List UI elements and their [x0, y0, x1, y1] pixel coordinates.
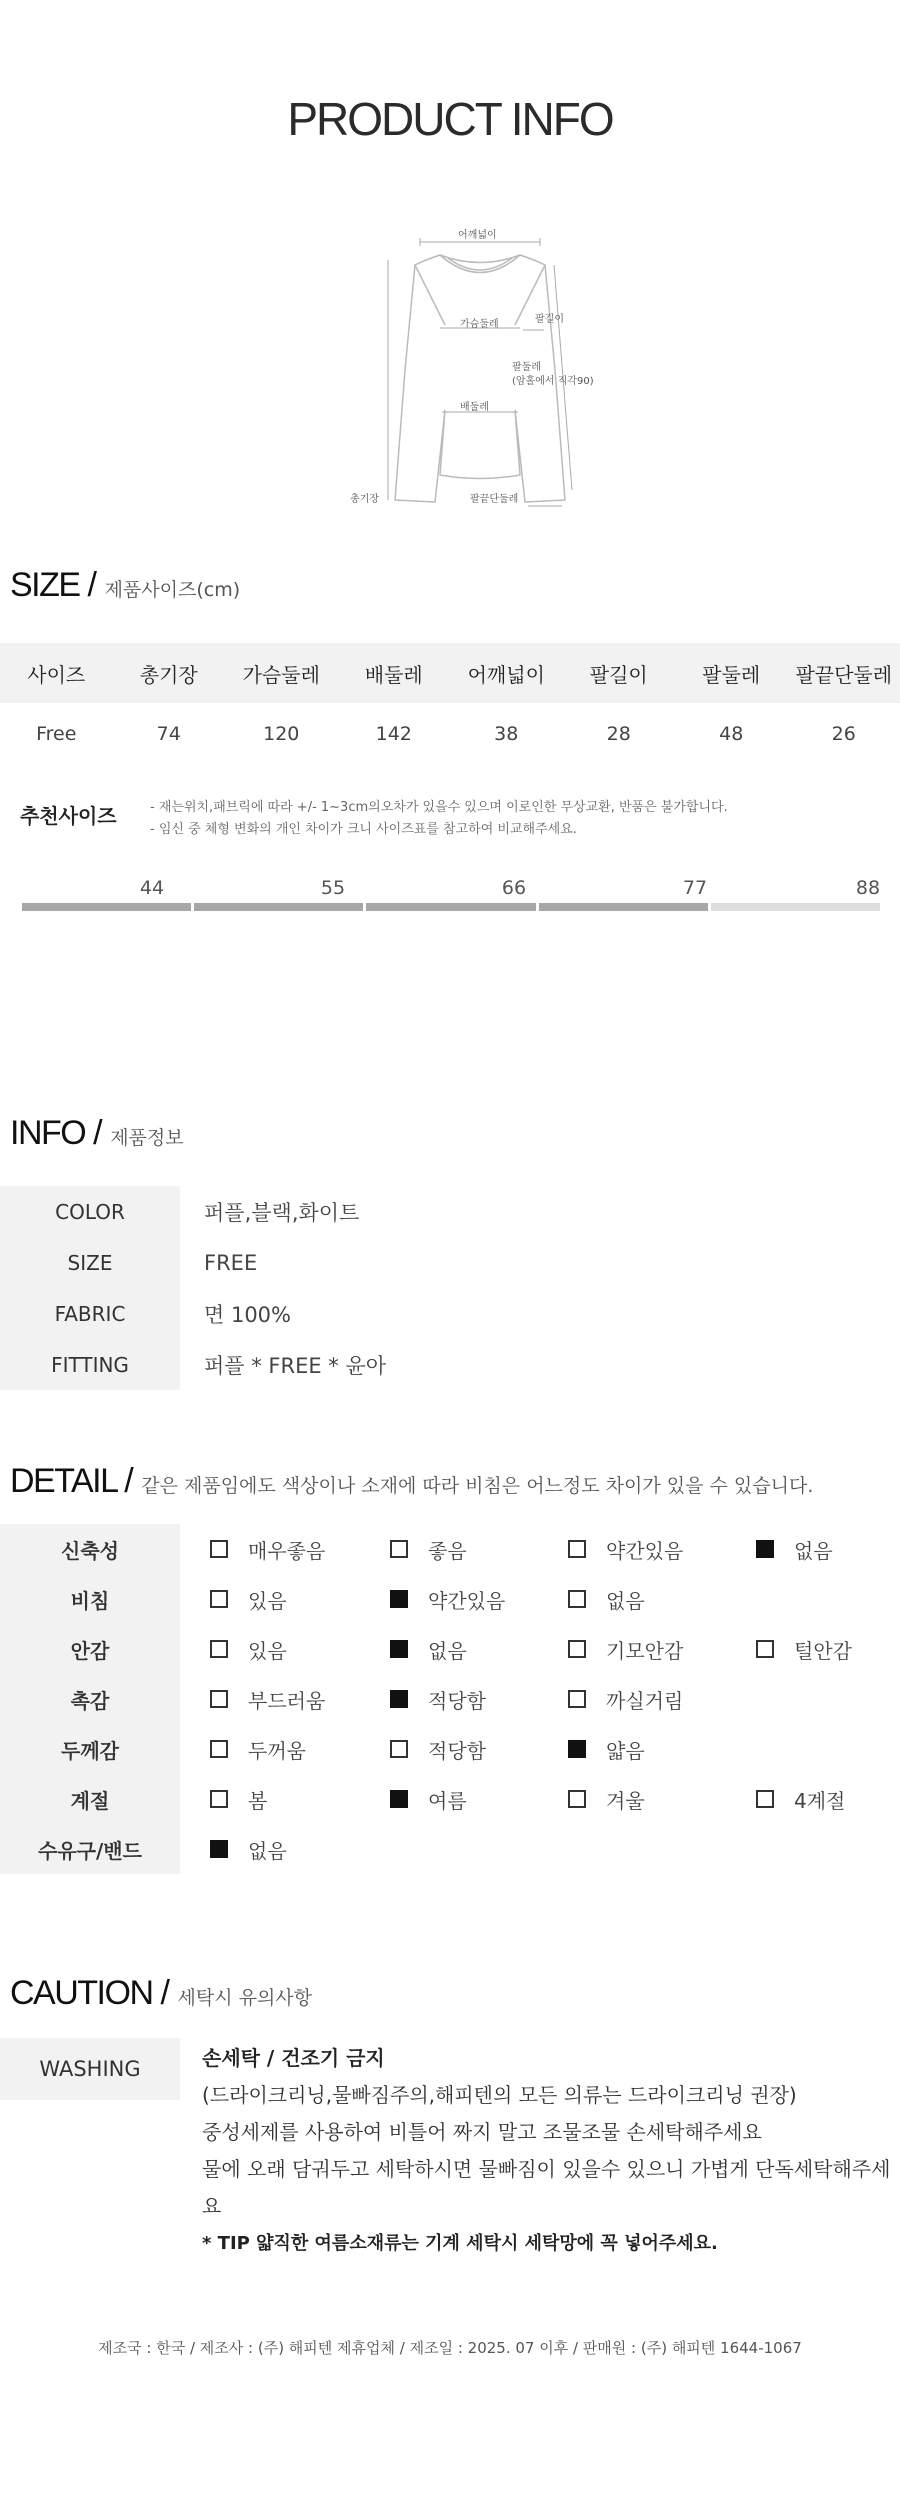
unchecked-box-icon[interactable] — [210, 1540, 228, 1558]
info-key: COLOR — [0, 1186, 180, 1237]
size-value-cell: 38 — [494, 723, 519, 745]
size-heading: SIZE / — [10, 566, 96, 604]
washing-line: 물에 오래 담궈두고 세탁하시면 물빠짐이 있을수 있으니 가볍게 단독세탁해주세요 — [202, 2157, 891, 2218]
detail-option[interactable] — [756, 1524, 833, 1574]
detail-row — [0, 1624, 900, 1674]
checked-box-icon[interactable] — [756, 1540, 774, 1558]
unchecked-box-icon[interactable] — [568, 1640, 586, 1658]
detail-option-label: 좋음 — [428, 1538, 467, 1563]
size-header-cell: 팔둘레 — [702, 662, 761, 687]
info-value: 퍼플 * FREE * 윤아 — [204, 1353, 387, 1378]
diagram-label-sleeve-width: 팔둘레 — [512, 362, 541, 373]
size-value-cell: 48 — [719, 723, 744, 745]
checked-box-icon[interactable] — [568, 1740, 586, 1758]
detail-key: 안감 — [0, 1624, 180, 1674]
detail-option[interactable] — [210, 1674, 325, 1724]
recommend-size-label: 추천사이즈 — [20, 804, 117, 828]
detail-option[interactable] — [210, 1724, 306, 1774]
unchecked-box-icon[interactable] — [568, 1540, 586, 1558]
unchecked-box-icon[interactable] — [210, 1590, 228, 1608]
detail-option[interactable] — [568, 1724, 645, 1774]
size-section-heading — [10, 566, 240, 605]
caution-subheading: 세탁시 유의사항 — [177, 1987, 313, 2009]
detail-option-label: 얇음 — [606, 1738, 645, 1763]
info-row — [0, 1186, 900, 1237]
size-header-cell: 어깨넓이 — [467, 662, 545, 687]
info-row — [0, 1288, 900, 1339]
detail-option-label: 털안감 — [794, 1638, 852, 1663]
diagram-label-chest: 가슴둘레 — [460, 319, 499, 330]
checked-box-icon[interactable] — [210, 1840, 228, 1858]
size-value-cell: 74 — [156, 723, 181, 745]
detail-row — [0, 1824, 900, 1874]
detail-key: 두께감 — [0, 1724, 180, 1774]
size-value-cell: Free — [36, 723, 77, 745]
detail-row — [0, 1724, 900, 1774]
info-value: 퍼플,블랙,화이트 — [204, 1200, 360, 1225]
detail-option[interactable] — [390, 1724, 486, 1774]
info-key: SIZE — [0, 1237, 180, 1288]
detail-option[interactable] — [390, 1574, 505, 1624]
unchecked-box-icon[interactable] — [568, 1690, 586, 1708]
size-subheading: 제품사이즈(cm) — [104, 579, 241, 601]
detail-option-label: 없음 — [606, 1588, 645, 1613]
washing-instructions — [202, 2040, 900, 2262]
detail-table — [0, 1524, 900, 1874]
info-value: FREE — [204, 1250, 258, 1275]
checked-box-icon[interactable] — [390, 1690, 408, 1708]
page-title: PRODUCT INFO — [287, 93, 613, 145]
info-subheading: 제품정보 — [110, 1127, 184, 1149]
detail-option-label: 까실거림 — [606, 1688, 684, 1713]
detail-option[interactable] — [568, 1574, 645, 1624]
detail-option-label: 있음 — [248, 1638, 287, 1663]
detail-option-label: 적당함 — [428, 1688, 486, 1713]
washing-line: 중성세제를 사용하여 비틀어 짜지 말고 조물조물 손세탁해주세요 — [202, 2120, 762, 2144]
size-value-cell: 26 — [831, 723, 856, 745]
detail-row — [0, 1574, 900, 1624]
size-scale-segment — [711, 903, 880, 911]
detail-option[interactable] — [568, 1624, 683, 1674]
detail-option[interactable] — [390, 1524, 467, 1574]
detail-option[interactable] — [210, 1624, 287, 1674]
detail-option-label: 있음 — [248, 1588, 287, 1613]
unchecked-box-icon[interactable] — [568, 1790, 586, 1808]
detail-option-label: 여름 — [428, 1788, 467, 1813]
footer-manufacturer-info: 제조국 : 한국 / 제조사 : (주) 해피텐 제휴업체 / 제조일 : 2025. 07 이후 / 판매원 : (주) 해피텐 1644-1067 — [98, 2339, 802, 2357]
shirt-outline-icon — [340, 220, 620, 520]
recommend-notes — [150, 797, 728, 841]
info-row — [0, 1237, 900, 1288]
size-table-row — [0, 706, 900, 762]
detail-option[interactable] — [568, 1774, 645, 1824]
checked-box-icon[interactable] — [390, 1640, 408, 1658]
detail-key: 계절 — [0, 1774, 180, 1824]
washing-line: (드라이크리닝,물빠짐주의,해피텐의 모든 의류는 드라이크리닝 권장) — [202, 2083, 797, 2107]
size-scale-bar — [22, 903, 880, 911]
info-section-heading — [10, 1114, 184, 1153]
unchecked-box-icon[interactable] — [390, 1740, 408, 1758]
diagram-label-cuff: 팔끝단둘레 — [470, 494, 519, 505]
detail-row — [0, 1674, 900, 1724]
size-scale-number: 44 — [139, 877, 165, 899]
diagram-label-shoulder: 어깨넓이 — [458, 230, 497, 241]
garment-size-diagram — [340, 220, 620, 520]
info-value: 면 100% — [204, 1302, 291, 1327]
size-value-cell: 28 — [606, 723, 631, 745]
size-header-cell: 사이즈 — [27, 662, 86, 687]
info-row — [0, 1339, 900, 1390]
detail-key: 수유구/밴드 — [0, 1824, 180, 1874]
detail-subheading: 같은 제품임에도 색상이나 소재에 따라 비침은 어느정도 차이가 있을 수 있습니다. — [141, 1475, 814, 1497]
detail-option-label: 적당함 — [428, 1738, 486, 1763]
unchecked-box-icon[interactable] — [390, 1540, 408, 1558]
detail-option-label: 약간있음 — [428, 1588, 506, 1613]
size-scale-segment — [194, 903, 363, 911]
size-value-cell: 120 — [263, 723, 300, 745]
unchecked-box-icon[interactable] — [210, 1790, 228, 1808]
detail-option-label: 없음 — [248, 1838, 287, 1863]
detail-heading: DETAIL / — [10, 1462, 133, 1500]
size-scale-number: 66 — [501, 877, 527, 899]
recommend-note: - 임신 중 체형 변화의 개인 차이가 크니 사이즈표를 참고하여 비교해주세요. — [150, 822, 577, 837]
detail-option-label: 4계절 — [794, 1788, 846, 1813]
detail-key: 촉감 — [0, 1674, 180, 1724]
detail-option-label: 약간있음 — [606, 1538, 684, 1563]
unchecked-box-icon[interactable] — [210, 1740, 228, 1758]
washing-tip: * TIP 얇직한 여름소재류는 기계 세탁시 세탁망에 꼭 넣어주세요. — [202, 2233, 718, 2254]
detail-option[interactable] — [210, 1824, 287, 1874]
info-key: FITTING — [0, 1339, 180, 1390]
washing-line: 손세탁 / 건조기 금지 — [202, 2046, 385, 2070]
diagram-label-total-length: 총기장 — [350, 494, 379, 505]
detail-option-label: 없음 — [794, 1538, 833, 1563]
info-table — [0, 1186, 900, 1390]
caution-section-heading — [10, 1974, 312, 2013]
detail-option-label: 없음 — [428, 1638, 467, 1663]
detail-key: 신축성 — [0, 1524, 180, 1574]
detail-option[interactable] — [568, 1674, 683, 1724]
info-heading: INFO / — [10, 1114, 102, 1152]
detail-option[interactable] — [390, 1674, 486, 1724]
detail-option[interactable] — [210, 1524, 325, 1574]
detail-option-label: 부드러움 — [248, 1688, 326, 1713]
unchecked-box-icon[interactable] — [210, 1640, 228, 1658]
size-scale-number: 77 — [682, 877, 708, 899]
size-scale-segment — [539, 903, 708, 911]
size-scale-numbers — [0, 877, 900, 901]
size-table-header — [0, 643, 900, 703]
detail-option[interactable] — [756, 1624, 852, 1674]
checked-box-icon[interactable] — [390, 1590, 408, 1608]
detail-row — [0, 1774, 900, 1824]
size-header-cell: 총기장 — [139, 662, 198, 687]
washing-key: WASHING — [0, 2038, 180, 2100]
detail-option[interactable] — [568, 1524, 683, 1574]
detail-row — [0, 1524, 900, 1574]
unchecked-box-icon[interactable] — [210, 1690, 228, 1708]
size-scale-segment — [22, 903, 191, 911]
detail-option[interactable] — [210, 1574, 287, 1624]
caution-heading: CAUTION / — [10, 1974, 169, 2012]
info-key: FABRIC — [0, 1288, 180, 1339]
unchecked-box-icon[interactable] — [568, 1590, 586, 1608]
diagram-label-waist: 배둘레 — [460, 402, 489, 413]
checked-box-icon[interactable] — [390, 1790, 408, 1808]
diagram-label-sleeve-width-note: (암홀에서 직각90) — [512, 376, 594, 387]
diagram-label-sleeve-length: 팔길이 — [535, 314, 564, 325]
detail-option-label: 두꺼움 — [248, 1738, 306, 1763]
recommend-note: - 재는위치,패브릭에 따라 +/- 1~3cm의오차가 있을수 있으며 이로인한 무상교환, 반품은 불가합니다. — [150, 800, 728, 815]
detail-option[interactable] — [756, 1774, 845, 1824]
detail-option-label: 매우좋음 — [248, 1538, 326, 1563]
size-scale-number: 55 — [320, 877, 346, 899]
size-scale-number: 88 — [855, 877, 881, 899]
unchecked-box-icon[interactable] — [756, 1640, 774, 1658]
detail-option-label: 기모안감 — [606, 1638, 684, 1663]
detail-section-heading — [10, 1462, 813, 1501]
detail-option-label: 봄 — [248, 1788, 268, 1813]
size-header-cell: 팔끝단둘레 — [795, 662, 893, 687]
size-header-cell: 배둘레 — [364, 662, 423, 687]
size-scale-segment — [366, 903, 535, 911]
detail-option-label: 겨울 — [606, 1788, 645, 1813]
size-header-cell: 팔길이 — [589, 662, 648, 687]
size-header-cell: 가슴둘레 — [242, 662, 320, 687]
size-value-cell: 142 — [375, 723, 412, 745]
unchecked-box-icon[interactable] — [756, 1790, 774, 1808]
detail-key: 비침 — [0, 1574, 180, 1624]
detail-option[interactable] — [390, 1624, 467, 1674]
detail-option[interactable] — [390, 1774, 467, 1824]
detail-option[interactable] — [210, 1774, 267, 1824]
